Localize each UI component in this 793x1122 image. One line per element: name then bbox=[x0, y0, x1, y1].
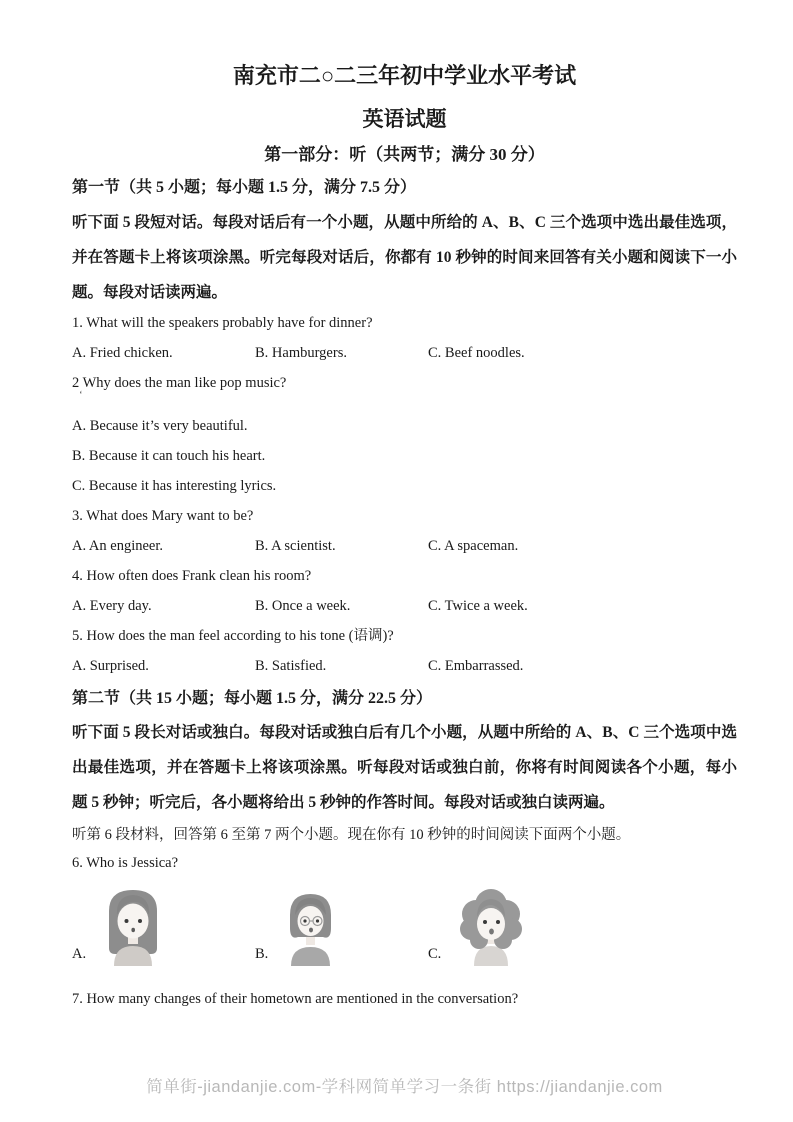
question-1-option-b: B. Hamburgers. bbox=[255, 345, 347, 361]
question-6-option-a bbox=[72, 884, 255, 966]
question-4-option-c: C. Twice a week. bbox=[428, 598, 528, 614]
question-6-options bbox=[72, 884, 737, 966]
question-2-stem-text: 2 Why does the man like pop music? bbox=[72, 375, 287, 391]
question-3-option-b: B. A scientist. bbox=[255, 538, 336, 554]
part1-heading: 第一部分：听（共两节；满分 30 分） bbox=[264, 145, 545, 164]
question-3 bbox=[72, 507, 737, 556]
section2-instructions: 听下面 5 段长对话或独白。每段对话或独白后有几个小题，从题中所给的 A、B、C 三个选项中选出最佳选项，并在答题卡上将该项涂黑。听每段对话或独白前，你将有时间阅读各个小题，每小题 5 秒钟；听完后，各小题将给出 5 秒钟的作答时间。每段对话或独白读两遍。 bbox=[72, 724, 737, 811]
section2-heading: 第二节（共 15 小题；每小题 1.5 分，满分 22.5 分） bbox=[72, 690, 433, 707]
question-1 bbox=[72, 314, 737, 363]
question-6-option-b bbox=[255, 884, 428, 966]
question-3-stem: 3. What does Mary want to be? bbox=[72, 508, 254, 524]
question-5-option-c: C. Embarrassed. bbox=[428, 658, 524, 674]
exam-title: 南充市二○二三年初中学业水平考试 bbox=[232, 63, 577, 88]
question-2-stem bbox=[72, 374, 737, 401]
question-4 bbox=[72, 567, 737, 616]
section1-heading: 第一节（共 5 小题；每小题 1.5 分，满分 7.5 分） bbox=[72, 179, 417, 196]
question-2-option-c: C. Because it has interesting lyrics. bbox=[72, 478, 277, 494]
question-4-option-b: B. Once a week. bbox=[255, 598, 351, 614]
question-6-option-b-label: B. bbox=[255, 946, 269, 962]
question-5-stem: 5. How does the man feel according to his tone (语调)? bbox=[72, 628, 394, 644]
question-7-stem: 7. How many changes of their hometown are mentioned in the conversation? bbox=[72, 991, 519, 1007]
question-5-option-a: A. Surprised. bbox=[72, 658, 149, 674]
question-2-option-a: A. Because it’s very beautiful. bbox=[72, 418, 248, 434]
question-3-options bbox=[72, 537, 737, 556]
watermark-footer: 简单街-jiandanjie.com-学科网简单学习一条街 https://jiandanjie.com bbox=[146, 1078, 663, 1096]
scan-artifact-mark: ‘ bbox=[79, 389, 83, 401]
question-3-option-c: C. A spaceman. bbox=[428, 538, 519, 554]
question-6-stem: 6. Who is Jessica? bbox=[72, 855, 179, 871]
question-2-option-b: B. Because it can touch his heart. bbox=[72, 448, 266, 464]
question-1-option-c: C. Beef noodles. bbox=[428, 345, 525, 361]
question-1-option-a: A. Fried chicken. bbox=[72, 345, 173, 361]
woman-curly-hair-icon bbox=[455, 884, 527, 966]
material6-note: 听第 6 段材料，回答第 6 至第 7 两个小题。现在你有 10 秒钟的时间阅读下面两个小题。 bbox=[72, 827, 631, 843]
question-2 bbox=[72, 374, 737, 496]
question-4-option-a: A. Every day. bbox=[72, 598, 152, 614]
question-5-option-b: B. Satisfied. bbox=[255, 658, 327, 674]
question-1-options bbox=[72, 344, 737, 363]
question-5 bbox=[72, 627, 737, 676]
woman-long-straight-hair-icon bbox=[100, 884, 166, 966]
question-5-options bbox=[72, 657, 737, 676]
woman-short-bob-hair-glasses-icon bbox=[282, 888, 339, 966]
question-6-option-c-label: C. bbox=[428, 946, 442, 962]
exam-subtitle: 英语试题 bbox=[362, 107, 447, 131]
question-6 bbox=[72, 854, 737, 1009]
question-6-option-a-label: A. bbox=[72, 946, 87, 962]
question-3-option-a: A. An engineer. bbox=[72, 538, 164, 554]
question-1-stem: 1. What will the speakers probably have for dinner? bbox=[72, 315, 373, 331]
question-6-option-c bbox=[428, 884, 737, 966]
section1-instructions: 听下面 5 段短对话。每段对话后有一个小题，从题中所给的 A、B、C 三个选项中选出最佳选项，并在答题卡上将该项涂黑。听完每段对话后，你都有 10 秒钟的时间来回答有关小题和阅读下一小题。每段对话读两遍。 bbox=[72, 214, 737, 301]
question-4-options bbox=[72, 597, 737, 616]
question-4-stem: 4. How often does Frank clean his room? bbox=[72, 568, 312, 584]
